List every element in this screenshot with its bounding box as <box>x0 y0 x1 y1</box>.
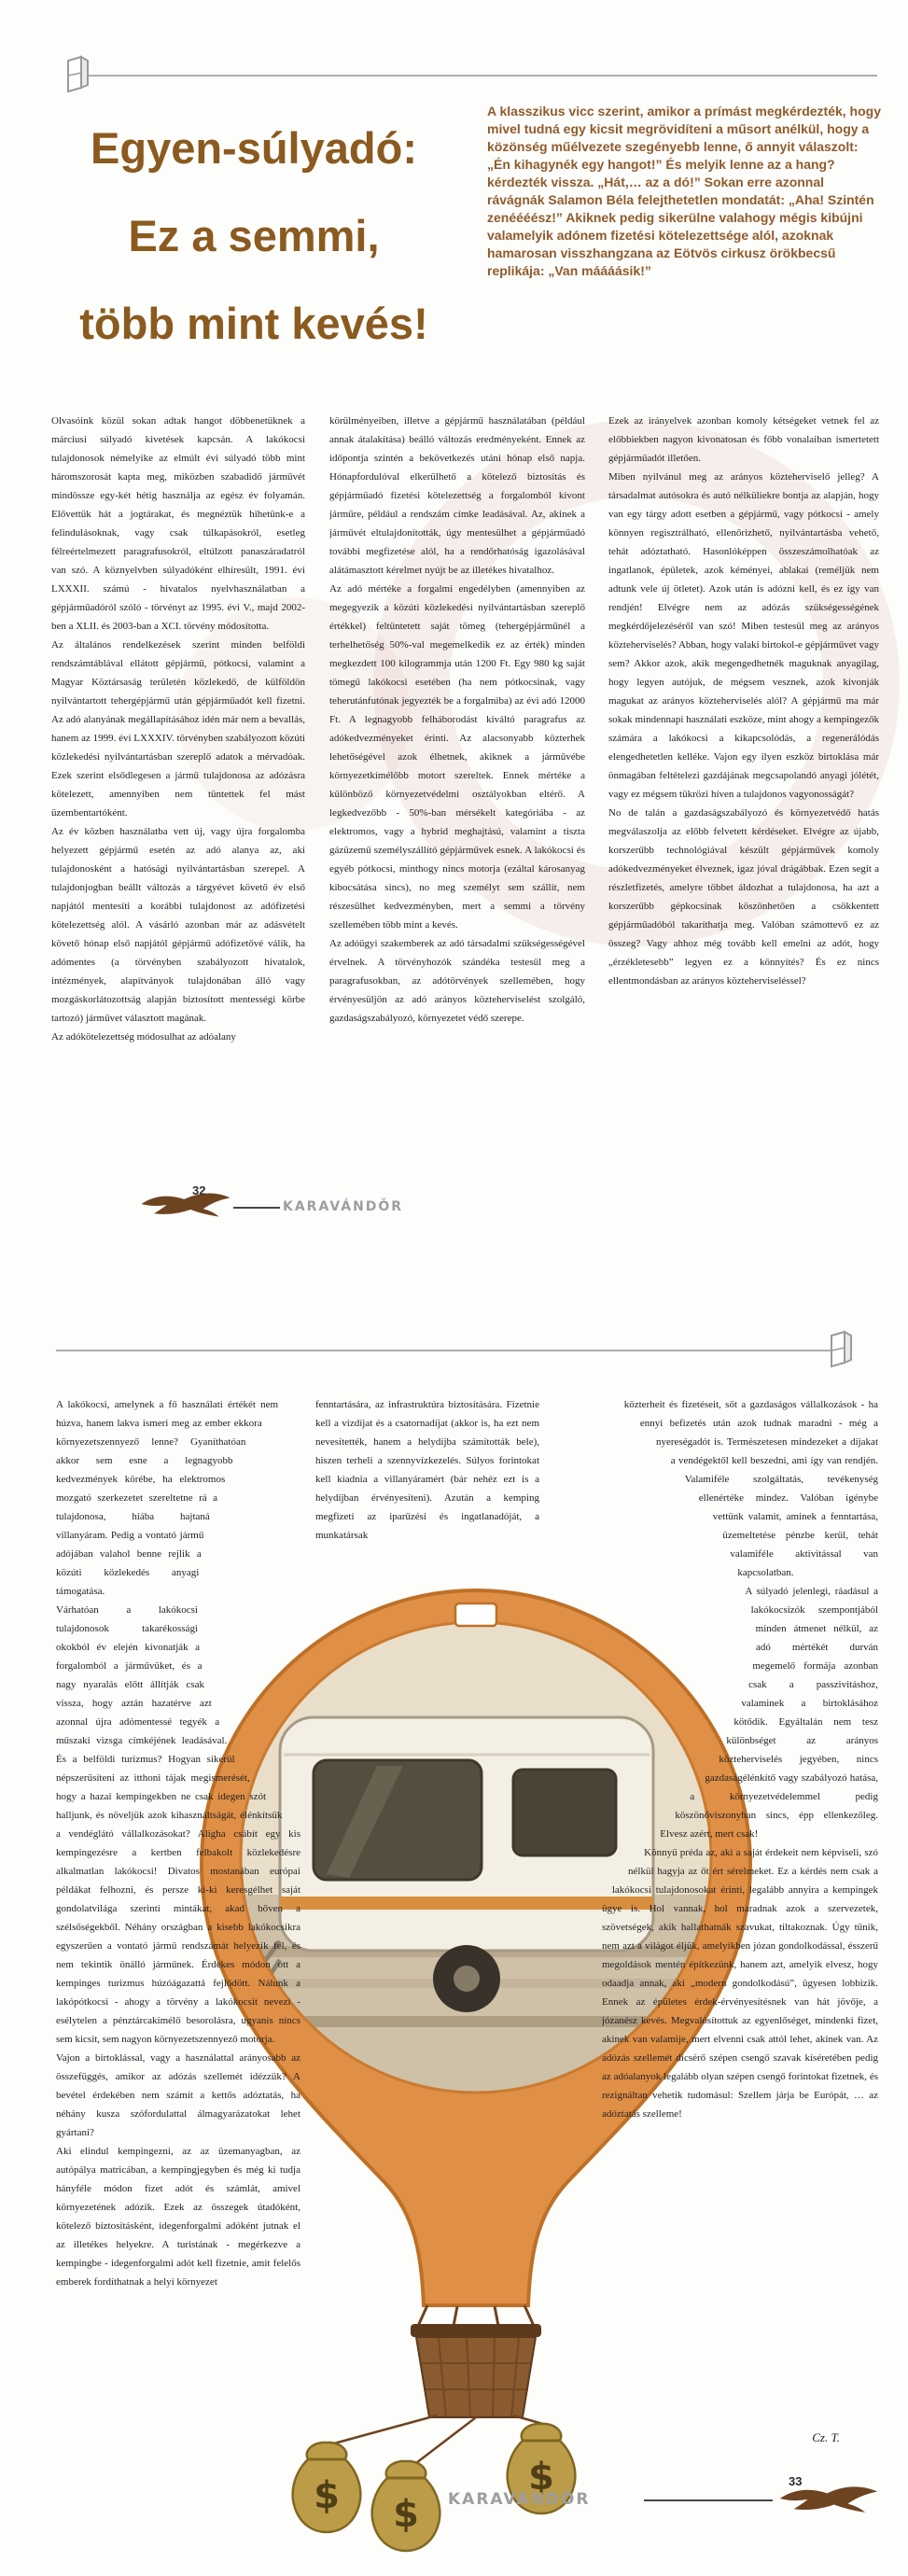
page-number-33: 33 <box>789 2474 803 2488</box>
paragraph: körülményeiben, illetve a gépjármű használatában (például annak átalakítása) beálló változás eredményeként. Ennek az időpontja szintén a bekövetkezés utáni hónap első napja. Hónapfordulóval elkerülhető a kötelező biztosítás és gépjárműadó fizetési kötelezettség a forgalomból kivont járműre, például a rendszám címke leadásával. Az, akinek a járművét eltulajdonították, úgy mentesülhet a gépjárműadó további megfizetése alól, ha a rendőrhatóság igazolásával alátámasztott kérelmet nyújt be az illetékes hivatalhoz. <box>329 415 585 576</box>
paragraph: közterheit és fizetéseit, sőt a gazdaságos vállalkozások - ha ennyi befizetés után azok tudnak maradni - még a nyereségadót is. Természetesen mindezeket a díjakat a vendégektől kell beszedni, ami így van rendjén. Valamiféle szolgáltatás, tevékenység ellenértéke mindez. Valóban igénybe vettünk valamit, aminek a fenntartása, üzemeltetése pénzbe kerül, tehát valamiféle aktivitással van kapcsolatban. <box>623 1399 878 1578</box>
brand-wordmark-page2: KARAVÁNDǑR <box>448 2490 591 2509</box>
paragraph: No de talán a gazdaságszabályozó és környezetvédő hatás megválaszolja az előbb felvetett kérdéseket. Elvégre az újabb, korszerűbb technológiával készült gépjárművek komoly adókedvezményeket élveznek, igaz jóval drágábbak. Ezen segít a részletfizetés, amelyre többet áldozhat a tulajdonosa, ha azt a korszerűbb gépkocsinak köszönhetően a csökkentett gépjárműadóból takaríthatja meg. Valóban számottevő ez az összeg? Vagy ahhoz még tovább kell emelni az adót, hogy „érzékletesebb” legyen ez a könnyítés? És ez nincs ellentmondásban az arányos közteherviseléssel? <box>608 807 879 987</box>
paragraph: A súlyadó jelenlegi, ráadásul a lakókocsizók szempontjából minden átmenet nélkül, az adó mértékét durván megemelő formája azonban csak a passzivitáshoz, valaminek a birtoklásához kötődik. Egyáltalán nem tesz különbséget az arányos közteherviselés jegyében, nincs gazdaságélénkítő vagy szabályozó hatása, a környezetvédelemmel pedig köszönőviszonyban sincs, épp ellenkezőleg. Elvesz azért, mert csak! <box>660 1586 878 1840</box>
paragraph: fenntartására, az infrastruktúra biztosítására. Fizetnie kell a vízdíjat és a csatornadíjat (akkor is, ha ezt nem nevesítették, hanem a helydíjba számították bele), hiszen terheli a szennyvízkezelés. Súlyos forintokat kell kiadnia a villanyáramért (bár nehéz ezt is a helydíjban érvényesíteni). Azután a kemping megfizeti az iparűzési és ingatlanadóját, a munkatársak <box>315 1399 539 1541</box>
paragraph: Az év közben használatba vett új, vagy újra forgalomba helyezett gépjármű esetén az adó alanya az, aki tulajdonosként a hatósági nyilvántartásban szerepel. A tulajdonjogban beállt változás a tárgyévet követő év első napjától mentesíti a korábbi tulajdonost az adófizetési kötelezettség alól. A vásárló azonban már az adásvételt követő hónap első napjától gépjármű adófizetővé válik, ha adómentes (a törvényben szabályozott hivatalok, intézmények, alapítványok tulajdonában álló vagy mozgáskorlátozottság alapján biztosított mentességi körbe tartozó) járművet választott magának. <box>51 826 305 1024</box>
title-line-1: Egyen-súlyadó: <box>91 123 417 173</box>
paragraph: Az adóügyi szakemberek az adó társadalmi szükségességével érvelnek. A törvényhozók szándéka testesül meg a paragrafusokban, az adótörvények szellemében, hogy érvényesüljön az adó arányos közteherviselést szolgáló, gazdaságszabályozó, környezetet védő szerepe. <box>329 938 585 1024</box>
balloon-top-tag <box>455 1603 496 1626</box>
caravan-stripe <box>280 1897 653 1910</box>
page1-column-1 <box>51 412 305 1169</box>
page1-column-2 <box>329 412 585 1169</box>
money-bag <box>293 2443 361 2532</box>
page1-column-3 <box>608 412 879 1169</box>
swallow-bird-icon <box>138 1189 233 1219</box>
caravan-window-small <box>513 1770 616 1855</box>
page2-column-3 <box>602 1395 878 2399</box>
page-number-32: 32 <box>192 1183 206 1197</box>
brand-wordmark-page1: KARAVÁNDǑR <box>283 1199 404 1214</box>
dollar-sign: $ <box>528 2456 554 2499</box>
page1-top-rule <box>79 75 877 77</box>
page2-top-rule <box>56 1350 832 1351</box>
paragraph: Az adó mértéke a forgalmi engedélyben (amennyiben az megegyezik a közúti közlekedési nyilvántartásban szereplő értékkel) feltüntetett saját tömeg (tehergépjárműnél a terhelhetőség 50%-val megemelkedik ez az érték) minden megkezdett 100 kilogrammja után 1200 Ft. Egy 980 kg saját tömegű lakókocsi esetében (ha nem pótkocsinak, vagy teherutánfutónak jegyezték be a forgalmiba) az évi adó 12000 Ft. A legnagyobb felháborodást kiváltó paragrafus az adókedvezményeket érinti. Az alacsonyabb közterhek lehetőségével azok élhetnek, akiknek a járművébe környezetkímélőbb motort szereltek. Ennek mértéke a különböző környezetvédelmi osztályokban eltérő. A legkedvezőbb - 50%-ban mérsékelt kategóriába - az elektromos, vagy a hybrid meghajtású, valamint a tiszta gázüzemű személyszállító gépjárművek esnek. A lakókocsi és egyéb pótkocsi, minthogy nincs motorja (ezáltal károsanyag kibocsátása sincs), no meg személyt sem szállít, nem részesülhet kedvezményben, mert a semmi a törvény szellemében több mint a kevés. <box>329 583 585 931</box>
footer-rule-page2 <box>644 2499 773 2501</box>
open-door-icon <box>827 1329 855 1368</box>
paragraph: Várhatóan a lakókocsi tulajdonosok takarékossági okokból év elején kivonatják a forgalomból a járművüket, és a nagy nyaralás előtt állítják csak vissza, hogy aztán hazatérve azt azonnal újra adómentessé tegyék a műszaki vizsga címkéjének leadásával. És a belföldi turizmus? Hogyan sikerül népszerűsíteni az itthoni tájak megismerését, hogy a hazai kempingekben ne csak idegen szót halljunk, és növeljük azok kihasználtságát, élénkítsük a vendéglátó vállalkozásokat? Aligha csábít egy kis kempingezésre a kertben felbakolt közlekedésre alkalmatlan lakókocsi! Divatos mostanában európai példákat felhozni, és persze ki-ki keresgélhet saját gondolatvilága szerinti mintákat, akad bőven a szélsőségekből. Néhány országban a kisebb lakókocsikra egyszerűen a vontató jármű rendszámát helyezik fel, és nem tekintik önálló járműnek. Érdekes módon ott a kempinges turizmus húzóágazattá fejlődött. Nálunk a lakópótkocsi - ahogy a törvény a lakókocsit nevezi - esélytelen a pénztárcakímélő besorolásra, ugyanis nincs sem kicsit, sem nagyon környezetszennyező motorja. <box>56 1604 300 2045</box>
page2-column-2 <box>315 1395 539 1591</box>
paragraph: Olvasóink közül sokan adtak hangot döbbenetüknek a márciusi súlyadó kivetések kapcsán. A lakókocsi tulajdonosok némelyike az elmúlt évi súlyadó több mint háromszorosát kapta meg, miközben szabadidő járművét mindössze egy-két hétig használja az egész év folyamán. Elővettük hát a jogtárakat, és megnéztük hihetünk-e a felindulásoknak, vagy csak túlkapásokról, esetleg félreértelmezett paragrafusokról, eltúlzott panaszáradatról van szó. A köznyelvben súlyadóként elhíresült, 1991. évi LXXXII. számú - hivatalos nyelvhasználatban a gépjárműadóról szóló - törvényt az 1995. évi V., majd 2002-ben a XLII. és 2003-ban a XCI. törvény módosította. <box>51 415 305 632</box>
paragraph: A lakókocsi, amelynek a fő használati értékét nem húzva, hanem lakva ismeri meg az ember ekkora környezetszennyező lenne? Gyaníthatóan akkor sem esne a legnagyobb kedvezmények körébe, ha elektromos mozgató szerkezetet szereltetne rá a tulajdonosa, hiába hajtaná villanyáram. Pedig a vontató jármű adójában valahol benne rejlik a közúti közlekedés anyagi támogatása. <box>56 1399 279 1597</box>
basket-rim <box>411 2324 541 2337</box>
money-bag <box>372 2461 440 2551</box>
title-line-3: több mint kevés! <box>79 299 428 348</box>
page2-column-1 <box>56 1395 300 2459</box>
paragraph: Aki elindul kempingezni, az az üzemanyagban, az autópálya matricában, a kempingjegyben és még ki tudja hányféle módon fizet adót és számlát, amivel környezetének adózik. Ezek az összegek útadóként, kötelező biztosításként, idegenforgalmi adóként jutnak el az illetékes helyekre. A turistának - megérkezve a kempingbe - idegenforgalmi adót kell fizetnie, amit felelős emberek fordíthatnak a helyi környezet <box>56 2146 300 2288</box>
paragraph: Az általános rendelkezések szerint minden belföldi rendszámtáblával ellátott gépjármű, pótkocsi, valamint a Magyar Köztársaság területén közlekedő, de külföldön nyilvántartott tehergépjármű után gépjárműadót kell fizetni. Az adó alanyának megállapításához idén már nem a bevallás, hanem az 1999. évi LXXXIV. törvényben szabályozott közúti közlekedési nyilvántartásban szereplő adatok a mérvadóak. Ezek szerint elsődlegesen a jármű tulajdonosa az adózásra kötelezett, amennyiben nem tüntettek fel mást üzembentartóként. <box>51 639 305 819</box>
article-lead: A klasszikus vicc szerint, amikor a prímást megkérdezték, hogy mivel tudná egy kicsit megrövidíteni a műsort anélkül, hogy a közönség műélvezete szegényebb lenne, ő annyit válaszolt: „Én kihagynék egy hangot!” És melyik lenne az a hang? kérdezték vissza. „Hát,… az a dó!” Sokan erre azonnal rávágnák Salamon Béla felejthetetlen mondatát: „Aha! Szintén zenéééész!” Akiknek pedig sikerülne valahogy mégis kibújni valamelyik adónem fizetési kötelezettsége alól, azoknak hamarosan visszhangzana az Eötvös cirkusz örökbecsű replikája: „Van máááásik!” <box>487 104 881 278</box>
paragraph: Miben nyilvánul meg az arányos közteherviselő jelleg? A társadalmat autósokra és autó nélküliekre bontja az alapján, hogy van egy tárgy adott esetben a gépjármű, vagy pótkocsi - amely könnyen regisztrálható, ellenőrizhető, nyilvántartásba vehető, tehát adóztatható. Hasonlóképpen összeszámolhatóak az ingatlanok, épületek, azok kéményei, ablakai (reméljük nem adtunk vele új ötletet). Azok után is adózni kell, és ez így van rendjén! Elvégre nem az adózás szükségességének megkérdőjelezéséről van szó! Miben testesül meg az arányos közteherviselés? Abban, hogy valaki birtokol-e gépjárművet vagy sem? Akkor azok, akik megengedhetnék maguknak anyagilag, hogy legyen autójuk, de mégsem vesznek, azok kivonják magukat az arányos közteherviselés alól? A gépjármű ma már sokak mindennapi használati eszköze, mint ahogy a kempingezők számára a lakókocsi a kikapcsolódás, a regenerálódás elengedhetetlen kelléke. Vajon egy ilyen eszköz birtoklása már önmagában feltételezi gazdájának megcsapolandó anyagi jólétét, vagy ez mégsem tükrözi híven a tulajdonos vagyonosságát? <box>608 471 879 800</box>
title-line-2: Ez a semmi, <box>128 211 380 260</box>
paragraph: Ezek az irányelvek azonban komoly kétségeket vetnek fel az előbbiekben nagyon kivonatosan és főbb vonalaiban ismertetett gépjárműadót illetően. <box>608 415 879 464</box>
basket-ropes <box>418 2305 534 2326</box>
dollar-sign: $ <box>314 2474 340 2517</box>
paragraph: Vajon a birtoklással, vagy a használattal arányosabb az összefüggés, amikor az adózás szellemét idézzük? A bevétel érdekében nem számít a kettős adóztatás, ha néhány kusza szófordulattal álmagyarázatokat lehet gyártani? <box>56 2052 300 2138</box>
paragraph: Az adókötelezettség módosulhat az adóalany <box>51 1031 236 1043</box>
footer-rule-page1 <box>233 1207 280 1209</box>
article-title <box>26 105 482 368</box>
dollar-sign: $ <box>393 2493 419 2536</box>
author-signature: Cz. T. <box>812 2430 840 2444</box>
paragraph: Könnyű préda az, aki a saját érdekeit nem képviseli, szó nélkül hagyja az őt ért sérelmeket. Ez a kérdés nem csak a lakókocsi tulajdonosokat érinti, legalább annyira a kempingek ügye is. Hol vannak, hol maradnak azok a szervezetek, szövetségek, akik hallathatnák szavukat, tiltakoznak. Úgy tűnik, nem azt a világot éljük, amelyikben józan gondolkodással, ésszerű megoldások mentén építkezünk, hanem azt, amelyik elvesz, hogy odaadja annak, aki „modern gondolkodású”, ügyesen lobbizik. Ennek az épületes érdek-érvényesítésnek van hát jövője, a józanész kevés. Megvalósítottuk az egyenlőséget, mindenki fizet, akinek van valamije, mert elvenni csak attól lehet, akinek van. Az adózás szellemét dicsérő szépen csengő szavak kíséretében pedig az adóalanyok legalább olyan szépen csengő forintokat fizetnek, és rezignáltan vehetik tudomásul: Szellem járja be Európát, … az adóztatás szelleme! <box>602 1847 878 2120</box>
open-door-icon <box>63 54 91 93</box>
